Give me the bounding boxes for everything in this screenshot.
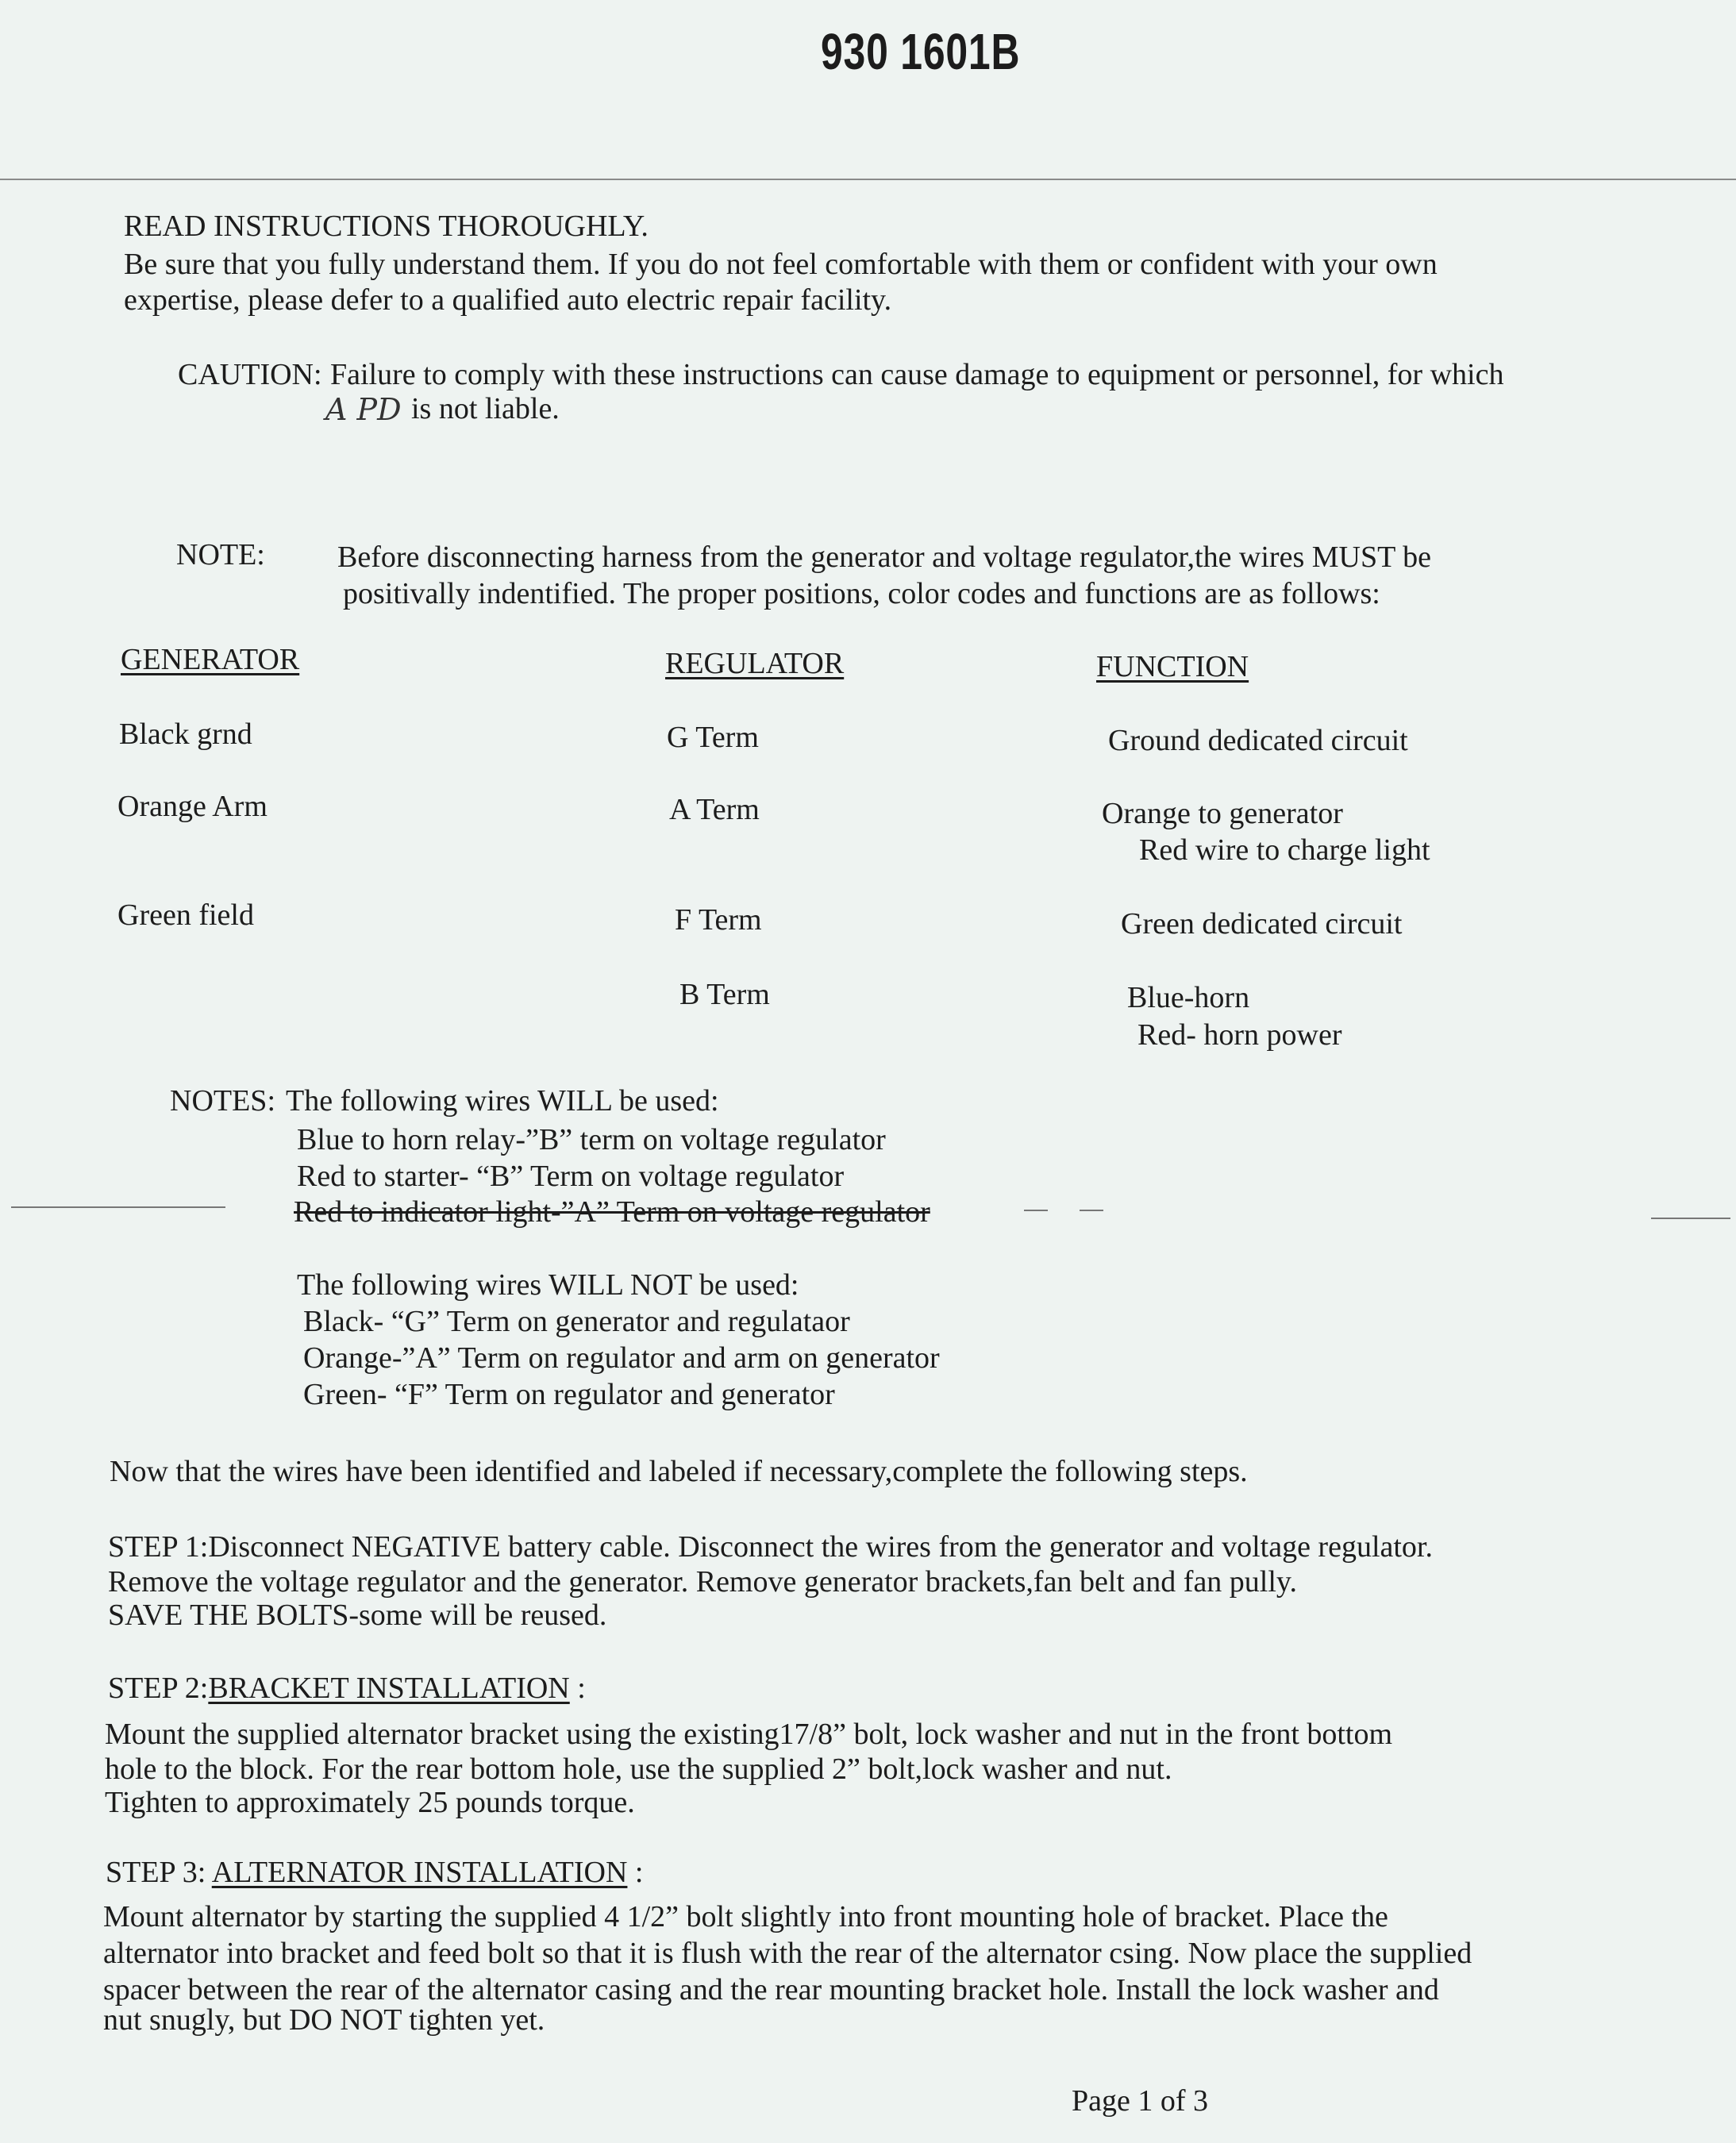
transition-text: Now that the wires have been identified and labeled if necessary,complete the following steps. <box>110 1455 1248 1488</box>
step-2-heading: BRACKET INSTALLATION <box>208 1672 570 1705</box>
row-1-regulator: G Term <box>667 721 759 754</box>
step-2-line-1: Mount the supplied alternator bracket using the existing17/8” bolt, lock washer and nut in the front bottom <box>105 1718 1393 1751</box>
header-function: FUNCTION <box>1096 650 1249 683</box>
intro-line-1: Be sure that you fully understand them. If you do not feel comfortable with them or confident with your own <box>124 248 1438 281</box>
row-3-generator: Green field <box>117 898 254 932</box>
caution-line-1: Failure to comply with these instructions can cause damage to equipment or personnel, for which <box>330 358 1504 391</box>
notes-not-used-3: Green- “F” Term on regulator and generator <box>303 1378 835 1411</box>
step-3-prefix: STEP 3: <box>106 1856 212 1889</box>
step-1-line-3: SAVE THE BOLTS-some will be reused. <box>108 1599 607 1632</box>
row-4-regulator: B Term <box>679 978 770 1011</box>
step-1-line-2: Remove the voltage regulator and the generator. Remove generator brackets,fan belt and fan pully. <box>108 1565 1297 1599</box>
row-3-regulator: F Term <box>675 903 762 937</box>
scan-dash-left <box>11 1206 225 1208</box>
note-line-1: Before disconnecting harness from the generator and voltage regulator,the wires MUST be <box>337 541 1432 574</box>
step-2-heading-line <box>108 1670 586 1706</box>
header-generator: GENERATOR <box>121 643 300 676</box>
step-1-line-1: STEP 1:Disconnect NEGATIVE battery cable. Disconnect the wires from the generator and voltage regulator. <box>108 1530 1433 1564</box>
step-2-line-2: hole to the block. For the rear bottom hole, use the supplied 2” bolt,lock washer and nut. <box>105 1752 1172 1786</box>
notes-used-2: Red to starter- “B” Term on voltage regulator <box>297 1160 845 1193</box>
notes-used-1: Blue to horn relay-”B” term on voltage regulator <box>297 1123 886 1156</box>
row-2-function-2: Red wire to charge light <box>1139 833 1430 867</box>
scan-dash-mid-2 <box>1080 1210 1103 1211</box>
step-2-suffix: : <box>569 1672 586 1705</box>
intro-line-2: expertise, please defer to a qualified auto electric repair facility. <box>124 283 892 317</box>
step-3-line-4: nut snugly, but DO NOT tighten yet. <box>103 2003 545 2037</box>
row-2-generator: Orange Arm <box>117 790 268 823</box>
step-3-line-1: Mount alternator by starting the supplied 4 1/2” bolt slightly into front mounting hole of bracket. Place the <box>103 1900 1388 1933</box>
notes-label: NOTES: <box>170 1084 275 1118</box>
row-2-function: Orange to generator <box>1102 797 1343 830</box>
step-3-line-3: spacer between the rear of the alternator casing and the rear mounting bracket hole. Install the lock washer and <box>103 1973 1439 2006</box>
step-3-line-2: alternator into bracket and feed bolt so that it is flush with the rear of the alternator csing. Now place the supplied <box>103 1937 1472 1970</box>
scan-dash-right <box>1651 1218 1730 1219</box>
caution-label: CAUTION: <box>178 358 322 391</box>
step-3-heading-line <box>106 1854 643 1891</box>
note-label: NOTE: <box>176 538 265 571</box>
header-rule <box>0 179 1736 180</box>
document-number: 930 1601B <box>821 23 1021 80</box>
notes-used-intro: The following wires WILL be used: <box>286 1084 719 1118</box>
notes-not-used-2: Orange-”A” Term on regulator and arm on generator <box>303 1341 940 1375</box>
scan-dash-mid-1 <box>1024 1210 1048 1211</box>
row-1-function: Ground dedicated circuit <box>1108 724 1408 757</box>
notes-not-used-intro: The following wires WILL NOT be used: <box>297 1268 799 1302</box>
note-line-2: positivally indentified. The proper positions, color codes and functions are as follows: <box>343 577 1380 610</box>
step-2-line-3: Tighten to approximately 25 pounds torque. <box>105 1786 635 1819</box>
notes-used-3-struck: Red to indicator light-”A” Term on voltage regulator <box>294 1195 930 1229</box>
row-2-regulator: A Term <box>669 793 760 826</box>
row-4-function: Blue-horn <box>1127 981 1250 1014</box>
row-1-generator: Black grnd <box>119 718 252 751</box>
row-3-function: Green dedicated circuit <box>1121 907 1403 941</box>
step-3-heading: ALTERNATOR INSTALLATION <box>211 1856 628 1889</box>
intro-title: READ INSTRUCTIONS THOROUGHLY. <box>124 210 649 243</box>
step-2-prefix: STEP 2: <box>108 1672 209 1705</box>
caution-line-2: is not liable. <box>411 392 560 425</box>
header-regulator: REGULATOR <box>665 647 845 680</box>
notes-not-used-1: Black- “G” Term on generator and regulataor <box>303 1305 850 1338</box>
handwritten-initials: A PD <box>325 392 402 427</box>
row-4-function-2: Red- horn power <box>1137 1018 1342 1052</box>
page-number: Page 1 of 3 <box>1072 2084 1209 2118</box>
step-3-suffix: : <box>627 1856 644 1889</box>
